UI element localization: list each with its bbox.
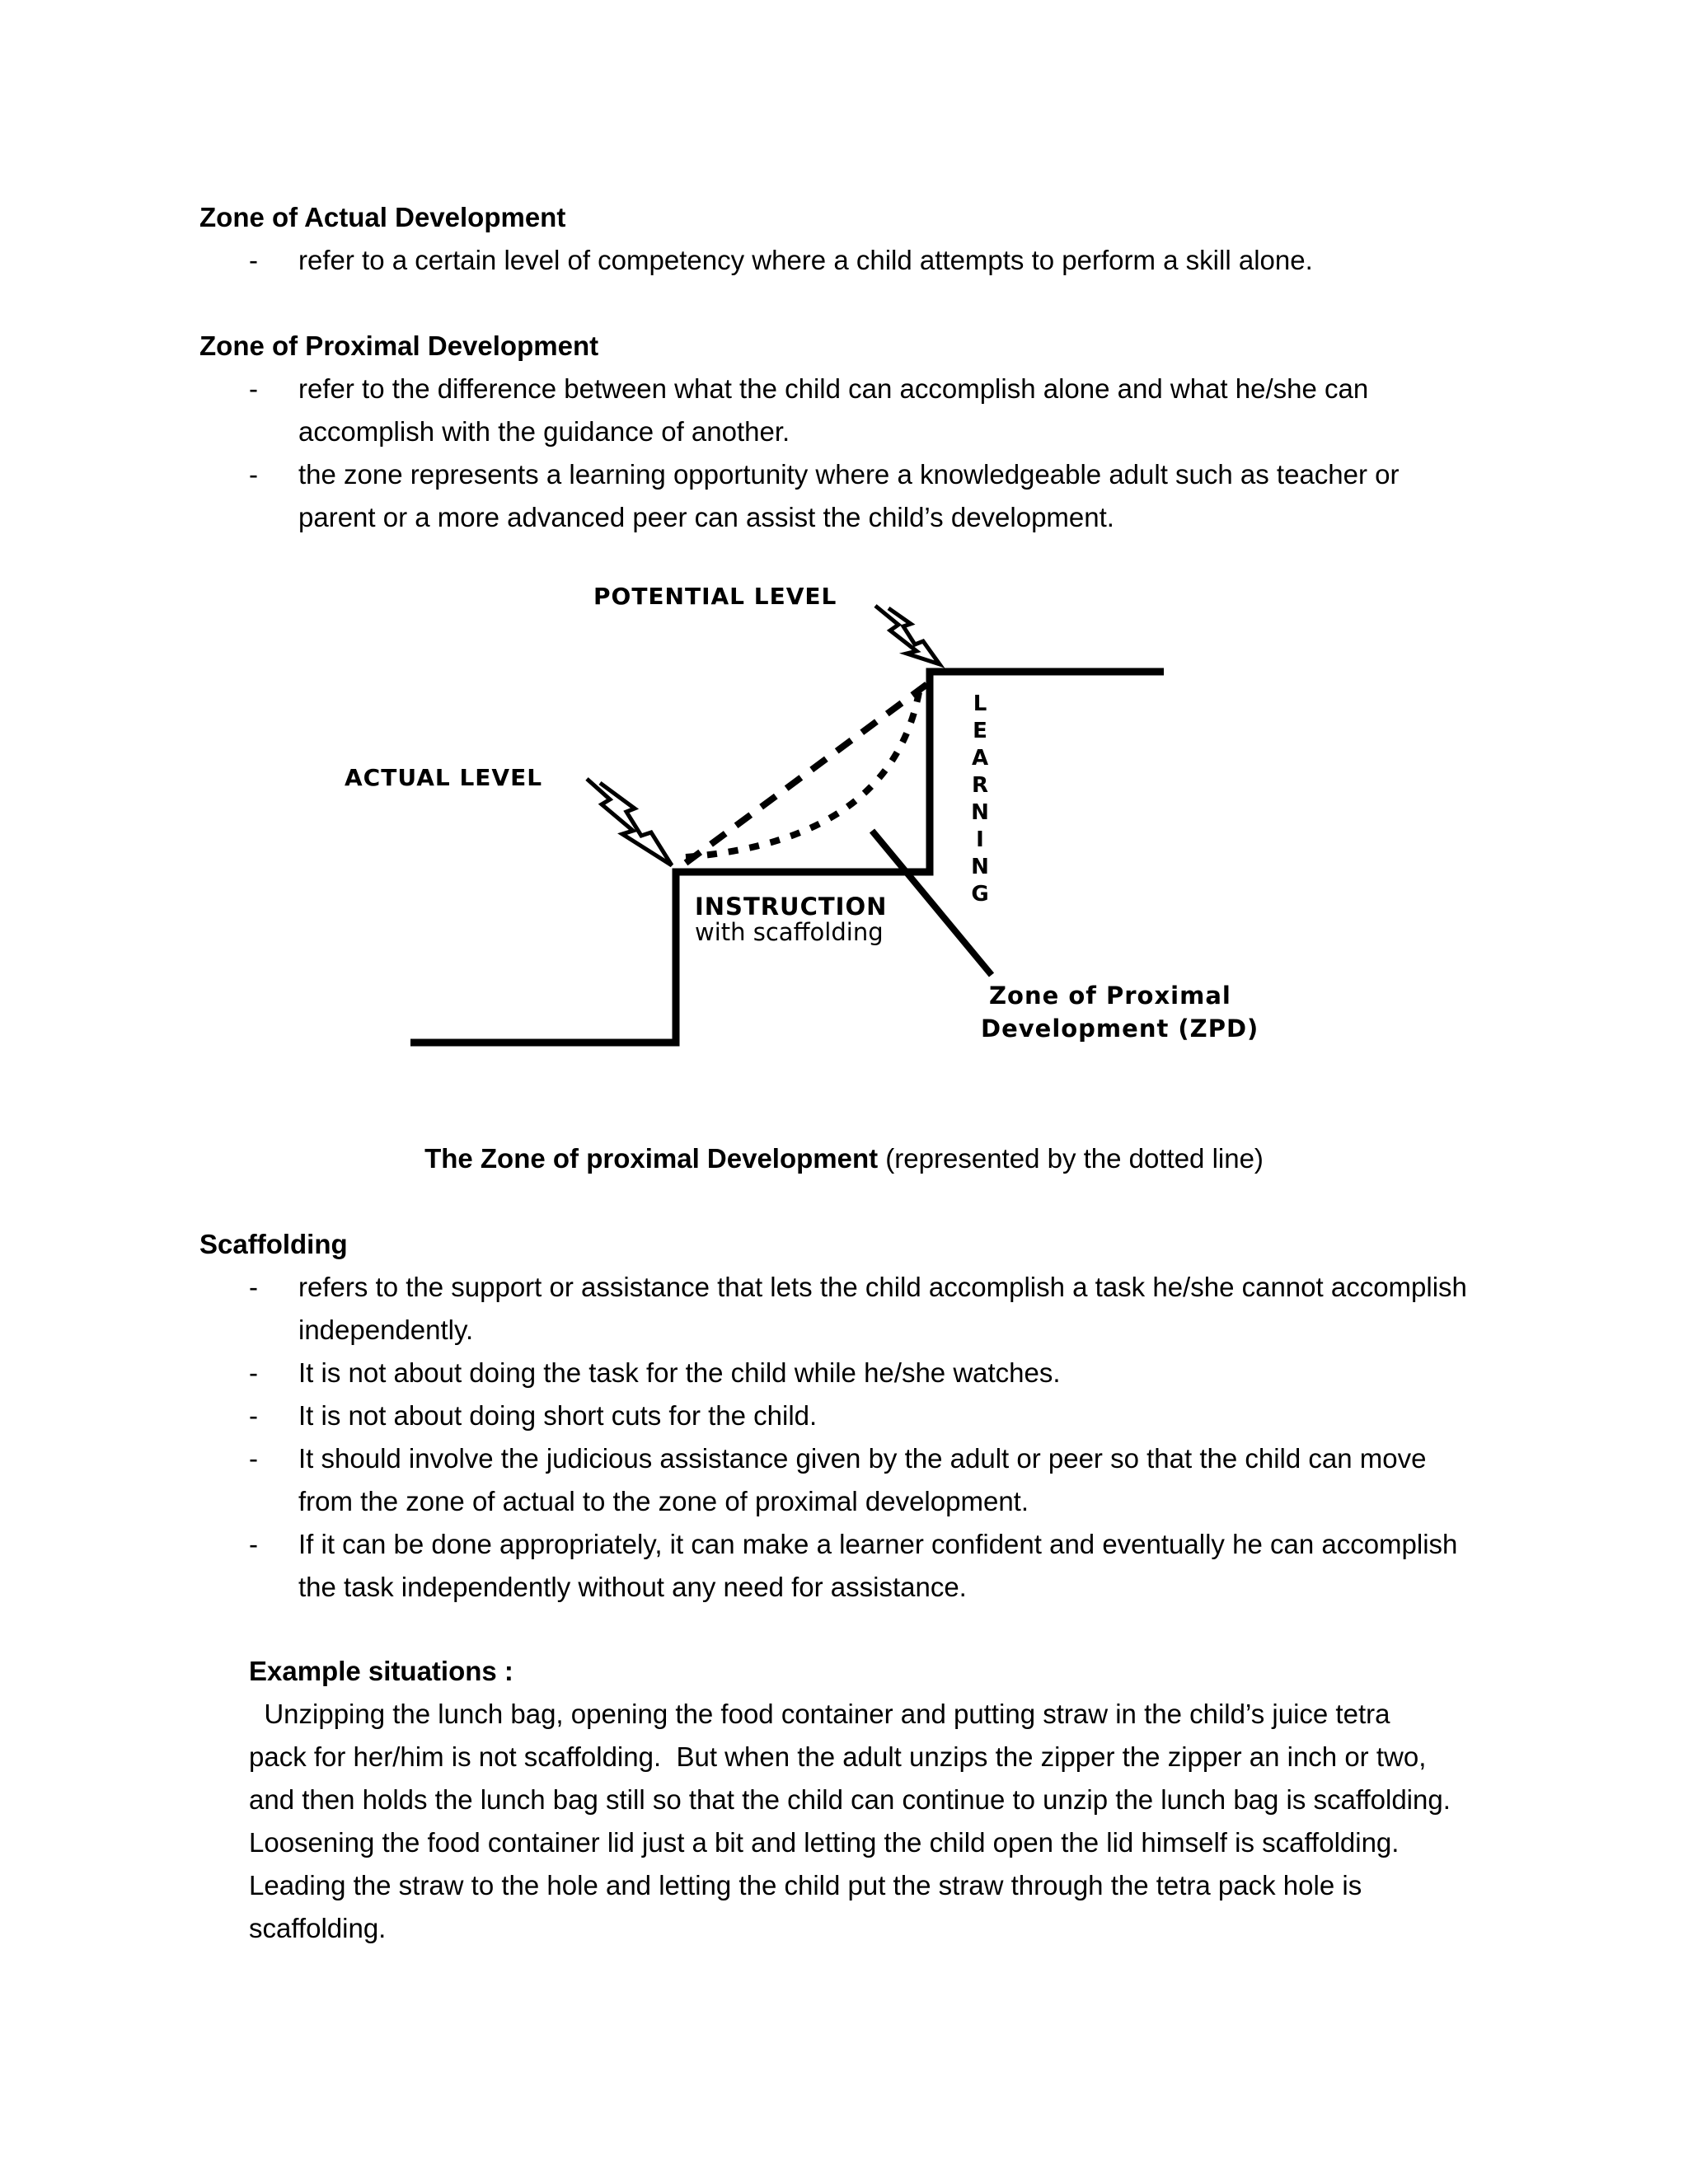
example-line: pack for her/him is not scaffolding. But when the adult unzips the zipper the zipper an inch or two, — [249, 1741, 1427, 1772]
label-instruction: INSTRUCTION — [695, 893, 888, 921]
bullet-dash: - — [249, 1400, 258, 1431]
learning-letter: L — [973, 691, 987, 716]
list-item — [199, 1352, 1485, 1394]
label-zpd-line1: Zone of Proximal — [989, 982, 1231, 1010]
bullet-text: It is not about doing the task for the child while he/she watches. — [298, 1357, 1061, 1388]
bullet-text: It is not about doing short cuts for the child. — [298, 1400, 818, 1431]
caption-bold: The Zone of proximal Development — [424, 1143, 879, 1174]
learning-letter: I — [976, 827, 984, 852]
heading-zone-of-actual-development: Zone of Actual Development — [199, 202, 566, 232]
label-potential-level: POTENTIAL LEVEL — [593, 583, 837, 610]
diagram-caption — [0, 1137, 1688, 1180]
bullet-text: refer to the difference between what the child can accomplish alone and what he/she can accomplish with the guidance of another. — [298, 373, 1369, 447]
heading-zone-of-proximal-development: Zone of Proximal Development — [199, 330, 599, 361]
bullet-text: refers to the support or assistance that lets the child accomplish a task he/she cannot accomplish independently. — [298, 1272, 1467, 1345]
dashed-line-upper — [686, 684, 927, 863]
bullet-text: It should involve the judicious assistance given by the adult or peer so that the child can move from the zone of actual to the zone of proximal development. — [298, 1443, 1427, 1516]
list-item — [199, 1266, 1485, 1352]
learning-letter: N — [971, 855, 989, 879]
label-with-scaffolding: with scaffolding — [695, 918, 884, 946]
bullet-text: refer to a certain level of competency where a child attempts to perform a skill alone. — [298, 245, 1313, 275]
bullet-dash: - — [249, 1529, 258, 1559]
bullet-text: the zone represents a learning opportunity where a knowledgeable adult such as teacher or parent or a more advanced peer can assist the child’s development. — [298, 459, 1400, 532]
bullet-dash: - — [249, 1443, 258, 1474]
learning-letter: A — [971, 746, 989, 771]
learning-letter: E — [973, 719, 987, 743]
bullet-text: If it can be done appropriately, it can make a learner confident and eventually he can accomplish the task independently without any need for assistance. — [298, 1529, 1458, 1602]
label-learning-vertical — [971, 691, 989, 907]
list-item — [199, 1437, 1485, 1523]
example-line: Unzipping the lunch bag, opening the food container and putting straw in the child’s juice tetra — [249, 1699, 1390, 1729]
bullet-dash: - — [249, 1272, 258, 1302]
lightning-arrow-potential-icon — [875, 606, 940, 664]
bullet-dash: - — [249, 1357, 258, 1388]
label-zpd-line2: Development (ZPD) — [981, 1015, 1259, 1043]
caption-rest: (represented by the dotted line) — [878, 1143, 1264, 1174]
learning-letter: N — [971, 800, 989, 825]
dotted-curve-zpd — [686, 692, 919, 857]
example-paragraph — [249, 1693, 1502, 1950]
learning-letter: G — [971, 882, 989, 907]
label-actual-level: ACTUAL LEVEL — [345, 764, 543, 791]
list-scaffolding — [199, 1266, 1485, 1609]
example-line: and then holds the lunch bag still so that the child can continue to unzip the lunch bag is scaffolding. — [249, 1784, 1451, 1815]
example-line: Leading the straw to the hole and letting the child put the straw through the tetra pack hole is — [249, 1870, 1362, 1900]
list-item — [199, 1523, 1485, 1609]
heading-example-situations: Example situations : — [249, 1656, 513, 1686]
learning-letter: R — [971, 773, 989, 798]
bullet-dash: - — [249, 373, 258, 404]
bullet-dash: - — [249, 245, 258, 275]
list-item — [199, 1394, 1485, 1437]
example-line: Loosening the food container lid just a bit and letting the child open the lid himself is scaffolding. — [249, 1827, 1400, 1858]
heading-scaffolding: Scaffolding — [199, 1229, 348, 1259]
lightning-arrow-actual-icon — [587, 779, 672, 865]
example-line: scaffolding. — [249, 1913, 387, 1943]
bullet-dash: - — [249, 459, 258, 490]
